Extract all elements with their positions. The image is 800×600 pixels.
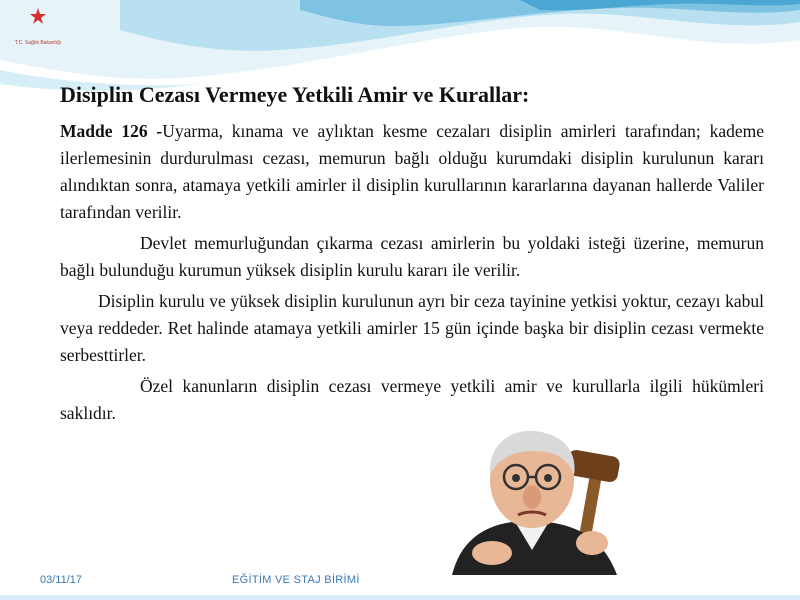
footer-band [0,595,800,600]
paragraph-madde-126 [60,118,764,226]
ministry-logo [6,4,70,70]
footer-unit-name: EĞİTİM VE STAJ BİRİMİ [232,574,360,586]
paragraph-1-text: Uyarma, kınama ve aylıktan kesme cezaları disiplin amirleri tarafından; kademe ilerlemesinin durdurulması cezası, memurun bağlı olduğu kurumdaki disiplin kurulunun kararı alındıktan sonra, atamaya yetkili amirler il disiplin kurullarının kararlarına dayanan hallerde Valiler tarafından verilir. [60,121,764,222]
logo-caption: T.C. Sağlık Bakanlığı [14,40,62,46]
article-label: Madde 126 - [60,121,163,141]
judge-gavel-illustration [432,425,664,575]
slide-content [60,82,764,431]
paragraph-3: Disiplin kurulu ve yüksek disiplin kurulunun ayrı bir ceza tayinine yetkisi yoktur, cezayı kabul veya reddeder. Ret halinde atamaya yetkili amirler 15 gün içinde başka bir disiplin cezası vermekte serbesttirler. [60,291,764,365]
paragraph-4: Özel kanunların disiplin cezası vermeye yetkili amir ve kurullarla ilgili hükümleri saklıdır. [60,376,764,423]
paragraph-2: Devlet memurluğundan çıkarma cezası amirlerin bu yoldaki isteği üzerine, memurun bağlı bulunduğu kurumun yüksek disiplin kurulu kararı ile verilir. [60,233,764,280]
footer-date: 03/11/17 [40,574,83,586]
slide-title: Disiplin Cezası Vermeye Yetkili Amir ve Kurallar: [60,82,530,107]
